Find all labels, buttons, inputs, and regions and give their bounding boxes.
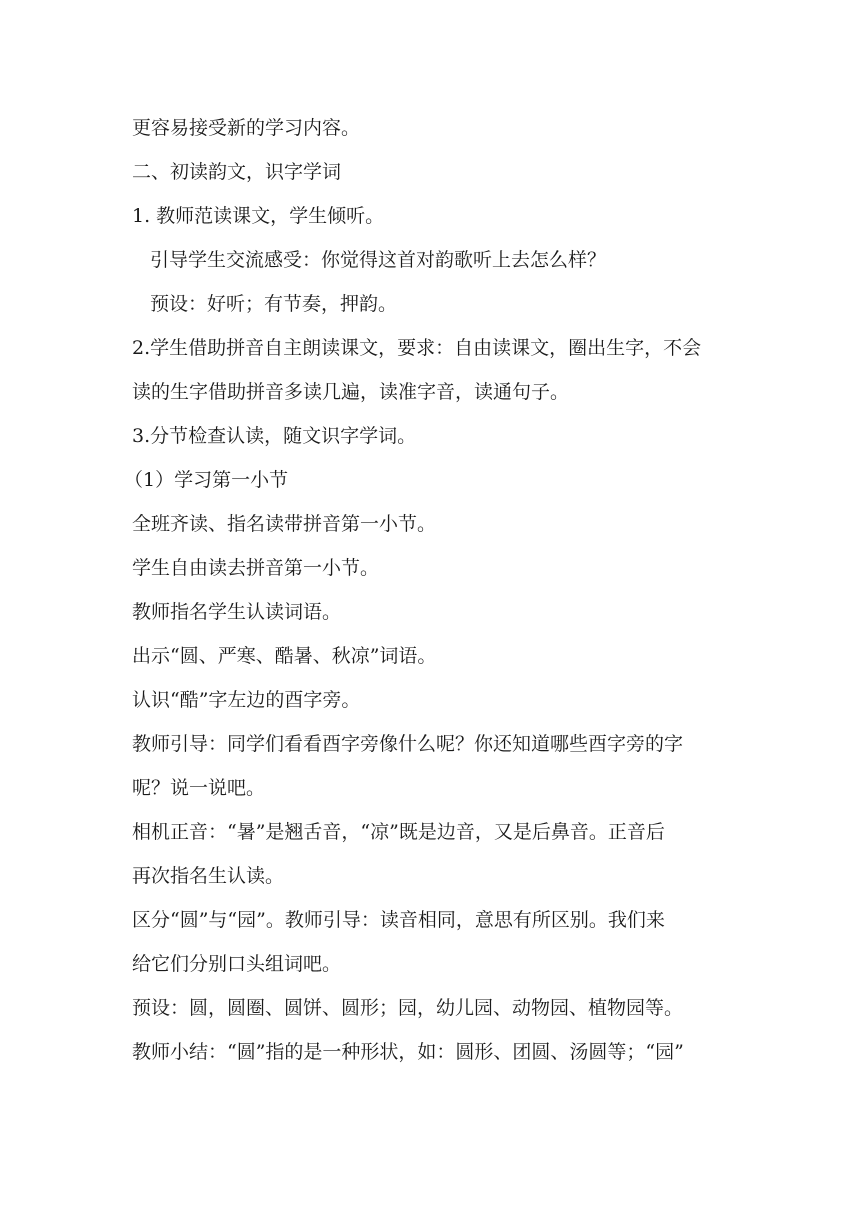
text-line: 教师指名学生认读词语。 [132, 601, 342, 623]
text-line: 相机正音：“暑”是翘舌音，“凉”既是边音，又是后鼻音。正音后 [132, 821, 665, 843]
text-line: 教师小结：“圆”指的是一种形状，如：圆形、团圆、汤圆等；“园” [132, 1041, 684, 1063]
text-line: 引导学生交流感受：你觉得这首对韵歌听上去怎么样？ [150, 249, 607, 271]
text-line: 教师引导：同学们看看酉字旁像什么呢？你还知道哪些酉字旁的字 [132, 733, 684, 755]
text-line: 学生自由读去拼音第一小节。 [132, 557, 380, 579]
text-line: 呢？说一说吧。 [132, 777, 266, 799]
text-line: 预设：圆，圆圈、圆饼、圆形；园，幼儿园、动物园、植物园等。 [132, 997, 684, 1019]
text-line: 区分“圆”与“园”。教师引导：读音相同，意思有所区别。我们来 [132, 909, 665, 931]
section-heading: 二、初读韵文，识字学词 [132, 161, 342, 183]
text-line: 读的生字借助拼音多读几遍，读准字音，读通句子。 [132, 381, 570, 403]
text-line: 更容易接受新的学习内容。 [132, 117, 361, 139]
subsection-heading: （1）学习第一小节 [124, 469, 289, 491]
text-line: 2.学生借助拼音自主朗读课文，要求：自由读课文，圈出生字，不会 [132, 337, 702, 359]
text-line: 预设：好听；有节奏，押韵。 [150, 293, 398, 315]
text-line: 3.分节检查认读，随文识字学词。 [132, 425, 417, 447]
text-line: 全班齐读、指名读带拼音第一小节。 [132, 513, 437, 535]
text-line: 再次指名生认读。 [132, 865, 285, 887]
text-line: 认识“酷”字左边的酉字旁。 [132, 689, 361, 711]
text-line: 1. 教师范读课文，学生倾听。 [132, 205, 385, 227]
text-line: 给它们分别口头组词吧。 [132, 953, 342, 975]
text-line: 出示“圆、严寒、酷暑、秋凉”词语。 [132, 645, 437, 667]
